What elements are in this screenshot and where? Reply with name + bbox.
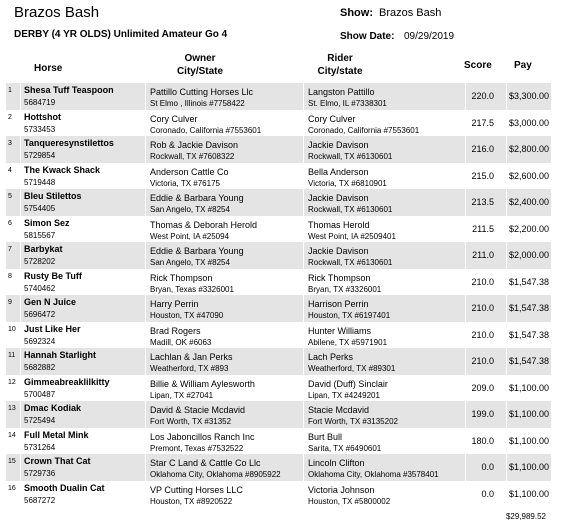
rider-name: Cory Culver [308,113,356,124]
show-label: Show: [340,7,373,19]
owner-city-state: Rockwall, TX #7608322 [150,152,235,161]
column-header-owner [150,52,250,78]
rider-city-state: Sarita, TX #6490601 [308,443,382,453]
horse-id: 5684719 [24,98,56,107]
pay: $1,100.00 [508,435,549,446]
table-row [6,269,551,296]
owner-city-state: Victoria, TX #76175 [150,178,220,188]
score: 215.0 [471,170,494,181]
column-divider [465,322,466,349]
score: 209.0 [471,382,494,393]
score: 199.0 [471,409,494,419]
owner-name: Eddie & Barbara Young [150,193,244,203]
rider-header-line2: City/state [317,66,363,77]
score: 0.0 [481,488,494,499]
column-divider [465,295,466,322]
owner-name: Star C Land & Cattle Co Llc [150,458,261,468]
owner-city-state: Fort Worth, TX #31352 [150,417,232,426]
table-row [6,136,551,163]
column-divider [20,375,21,402]
rider-name: Langston Pattillo [308,87,375,97]
owner-name: Billie & William Aylesworth [150,378,255,389]
column-divider [20,295,21,322]
table-row [6,242,551,269]
pay: $1,547.38 [508,303,549,313]
column-divider [145,454,146,481]
column-divider [465,269,466,296]
column-divider [506,163,507,190]
pay: $1,547.38 [508,356,549,366]
score: 211.0 [472,250,494,260]
column-divider [303,454,304,481]
owner-city-state: Weatherford, TX #893 [150,364,229,373]
column-divider [465,216,466,243]
column-divider [506,189,507,216]
row-number: 13 [8,405,16,412]
column-divider [303,242,304,269]
column-divider [20,454,21,481]
pay: $2,000.00 [508,250,549,260]
rider-city-state: St. Elmo, IL #7338301 [308,99,387,108]
column-divider [506,216,507,243]
horse-name: Rusty Be Tuff [24,270,82,281]
owner-name: Thomas & Deborah Herold [150,219,258,230]
horse-name: Hannah Starlight [24,350,97,360]
owner-city-state: Madill, OK #6063 [150,337,212,347]
owner-name: Los Jaboncillos Ranch Inc [150,431,255,442]
rider-name: Jackie Davison [308,140,369,150]
column-divider [506,428,507,455]
score: 210.0 [471,356,494,366]
pay: $2,800.00 [508,144,549,154]
owner-city-state: Oklahoma City, Oklahoma #8905922 [150,470,281,479]
column-divider [465,454,466,481]
rider-city-state: Houston, TX #5800002 [308,496,391,506]
table-row [6,295,551,322]
rider-city-state: West Point, IA #2509401 [308,231,396,241]
horse-id: 5728202 [24,257,56,266]
column-divider [20,269,21,296]
horse-id: 5682882 [24,363,56,372]
horse-name: Gimmeabreaklilkitty [24,376,110,387]
rider-city-state: Abilene, TX #5971901 [308,337,388,347]
horse-name: Tanqueresynstilettos [24,138,114,148]
rider-name: David (Duff) Sinclair [308,378,388,389]
column-divider [465,481,466,508]
score: 210.0 [471,276,494,287]
table-row [6,110,551,137]
column-divider [20,216,21,243]
pay: $1,547.38 [508,276,549,287]
owner-name: Rick Thompson [150,272,213,283]
table-row [6,348,551,375]
horse-id: 5754405 [24,204,56,213]
owner-name: Rob & Jackie Davison [150,140,239,150]
event-title: Brazos Bash [14,4,100,21]
column-divider [303,295,304,322]
rider-city-state: Fort Worth, TX #3135202 [308,417,398,426]
column-divider [506,295,507,322]
row-number: 10 [8,325,16,333]
column-divider [303,83,304,110]
row-number: 6 [8,219,12,227]
pay: $1,100.00 [508,382,549,393]
column-divider [303,110,304,137]
owner-city-state: San Angelo, TX #8254 [150,258,230,267]
rider-name: Jackie Davison [308,193,369,203]
column-divider [20,136,21,163]
pay: $1,100.00 [508,488,549,499]
owner-name: VP Cutting Horses LLC [150,484,243,495]
rider-name: Harrison Perrin [308,299,369,309]
table-row [6,401,551,428]
table-row [6,189,551,216]
column-divider [145,216,146,243]
owner-city-state: Houston, TX #8920522 [150,496,233,506]
show-name: Brazos Bash [379,7,442,19]
owner-header-line1: Owner [184,53,216,64]
column-divider [145,348,146,375]
owner-city-state: St Elmo , Illinois #7758422 [150,99,245,108]
column-divider [465,375,466,402]
column-divider [145,83,146,110]
horse-id: 5733453 [24,124,56,134]
column-divider [506,136,507,163]
owner-name: Lachlan & Jan Perks [150,352,233,362]
column-divider [145,322,146,349]
row-number: 8 [8,272,12,280]
column-divider [145,375,146,402]
column-divider [506,401,507,428]
results-table [6,83,551,507]
column-divider [145,163,146,190]
row-number: 2 [8,113,12,121]
rider-name: Burt Bull [308,431,343,442]
show-date: 09/29/2019 [404,31,455,42]
horse-name: The Kwack Shack [24,164,101,175]
column-divider [465,428,466,455]
row-number: 9 [8,299,12,306]
pay: $3,300.00 [508,91,549,101]
owner-city-state: San Angelo, TX #8254 [150,205,230,214]
column-divider [303,481,304,508]
column-divider [303,428,304,455]
horse-name: Dmac Kodiak [24,403,82,413]
rider-name: Stacie Mcdavid [308,405,370,415]
pay: $1,100.00 [508,409,549,419]
column-divider [145,401,146,428]
rider-name: Jackie Davison [308,246,369,256]
column-divider [506,375,507,402]
row-number: 4 [8,166,12,174]
column-divider [145,481,146,508]
horse-id: 5725494 [24,416,56,425]
column-divider [465,401,466,428]
column-divider [506,322,507,349]
column-divider [465,348,466,375]
score: 220.0 [471,91,494,101]
horse-name: Barbykat [24,244,63,254]
score: 210.0 [471,329,494,340]
rider-name: Rick Thompson [308,272,371,283]
table-row [6,163,551,190]
column-divider [465,83,466,110]
score: 217.5 [471,117,494,128]
column-divider [20,110,21,137]
rider-name: Bella Anderson [308,166,369,177]
pay: $2,400.00 [508,197,549,207]
rider-city-state: Houston, TX #6197401 [308,311,391,320]
table-row [6,454,551,481]
column-divider [145,189,146,216]
horse-id: 5740462 [24,283,56,293]
column-divider [20,322,21,349]
column-divider [20,348,21,375]
horse-id: 5815567 [24,230,56,240]
horse-id: 5729854 [24,151,56,160]
column-divider [303,348,304,375]
table-row [6,428,551,455]
horse-name: Shesa Tuff Teaspoon [24,85,114,95]
column-divider [506,481,507,508]
pay: $2,600.00 [508,170,549,181]
rider-city-state: Rockwall, TX #6130601 [308,205,393,214]
rider-name: Thomas Herold [308,219,370,230]
column-divider [303,269,304,296]
owner-city-state: Premont, Texas #7532522 [150,443,244,453]
score: 211.5 [472,223,494,234]
score: 180.0 [471,435,494,446]
column-divider [303,322,304,349]
column-divider [145,242,146,269]
column-divider [20,242,21,269]
pay: $2,200.00 [508,223,549,234]
column-divider [20,481,21,508]
row-number: 11 [8,352,16,359]
column-divider [506,454,507,481]
table-row [6,375,551,402]
row-number: 1 [8,87,12,94]
rider-city-state: Coronado, California #7553601 [308,125,420,135]
column-divider [145,428,146,455]
row-number: 3 [8,140,12,147]
column-divider [145,269,146,296]
column-divider [303,375,304,402]
horse-name: Full Metal Mink [24,429,89,440]
column-divider [145,295,146,322]
table-row [6,216,551,243]
show-date-label: Show Date: [340,31,395,42]
column-divider [506,242,507,269]
horse-name: Simon Sez [24,217,70,228]
score: 216.0 [471,144,494,154]
rider-city-state: Oklahoma City, Oklahoma #3578401 [308,470,439,479]
owner-name: David & Stacie Mcdavid [150,405,246,415]
horse-name: Hottshot [24,111,61,122]
column-divider [20,401,21,428]
column-divider [145,110,146,137]
column-header-rider [290,52,390,78]
table-row [6,83,551,110]
column-divider [303,163,304,190]
owner-name: Harry Perrin [150,299,199,309]
horse-name: Smooth Dualin Cat [24,482,105,493]
row-number: 16 [8,484,16,492]
column-divider [465,110,466,137]
row-number: 14 [8,431,16,439]
column-header-pay: Pay [514,60,532,71]
horse-id: 5687272 [24,495,56,505]
horse-name: Bleu Stilettos [24,191,82,201]
owner-city-state: Bryan, Texas #3326001 [150,284,234,294]
column-header-horse: Horse [34,63,63,74]
column-divider [20,83,21,110]
horse-name: Crown That Cat [24,456,91,466]
column-divider [303,189,304,216]
horse-id: 5729736 [24,469,56,478]
rider-city-state: Rockwall, TX #6130601 [308,258,393,267]
score: 210.0 [471,303,494,313]
column-divider [303,216,304,243]
owner-name: Eddie & Barbara Young [150,246,244,256]
horse-id: 5692324 [24,336,56,346]
rider-name: Victoria Johnson [308,484,375,495]
class-name: DERBY (4 YR OLDS) Unlimited Amateur Go 4 [14,29,228,40]
column-divider [506,269,507,296]
rider-name: Lincoln Clifton [308,458,365,468]
column-divider [465,189,466,216]
column-divider [20,163,21,190]
owner-city-state: West Point, IA #25094 [150,231,230,241]
column-divider [303,136,304,163]
rider-city-state: Bryan, TX #3326001 [308,284,382,294]
owner-name: Cory Culver [150,113,198,124]
column-divider [506,348,507,375]
pay: $3,000.00 [508,117,549,128]
horse-name: Just Like Her [24,323,81,334]
pay: $1,547.38 [508,329,549,340]
table-row [6,322,551,349]
horse-id: 5696472 [24,310,56,319]
owner-city-state: Coronado, California #7553601 [150,125,262,135]
owner-header-line2: City/State [176,66,224,77]
owner-name: Pattillo Cutting Horses Llc [150,87,254,97]
owner-name: Anderson Cattle Co [150,166,229,177]
owner-city-state: Houston, TX #47090 [150,311,224,320]
horse-id: 5719448 [24,177,56,187]
column-divider [20,428,21,455]
table-row [6,481,551,508]
row-number: 5 [8,193,12,200]
pay: $1,100.00 [508,462,549,472]
score: 0.0 [481,462,494,472]
rider-city-state: Victoria, TX #6810901 [308,178,387,188]
column-divider [506,83,507,110]
column-divider [303,401,304,428]
column-divider [465,242,466,269]
column-divider [145,136,146,163]
owner-city-state: Lipan, TX #27041 [150,390,214,400]
row-number: 7 [8,246,12,253]
total-pay: $29,989.52 [505,512,546,521]
column-header-score: Score [464,60,492,71]
horse-id: 5700487 [24,389,56,399]
row-number: 12 [8,378,16,386]
rider-city-state: Weatherford, TX #89301 [308,364,396,373]
owner-name: Brad Rogers [150,325,201,336]
column-divider [465,136,466,163]
rider-city-state: Lipan, TX #4249201 [308,390,380,400]
rider-name: Hunter Williams [308,325,372,336]
column-divider [465,163,466,190]
rider-header-line1: Rider [327,53,353,64]
column-divider [20,189,21,216]
horse-name: Gen N Juice [24,297,77,307]
horse-id: 5731264 [24,442,56,452]
column-divider [506,110,507,137]
score: 213.5 [471,197,494,207]
rider-city-state: Rockwall, TX #6130601 [308,152,393,161]
rider-name: Lach Perks [308,352,354,362]
row-number: 15 [8,458,16,465]
